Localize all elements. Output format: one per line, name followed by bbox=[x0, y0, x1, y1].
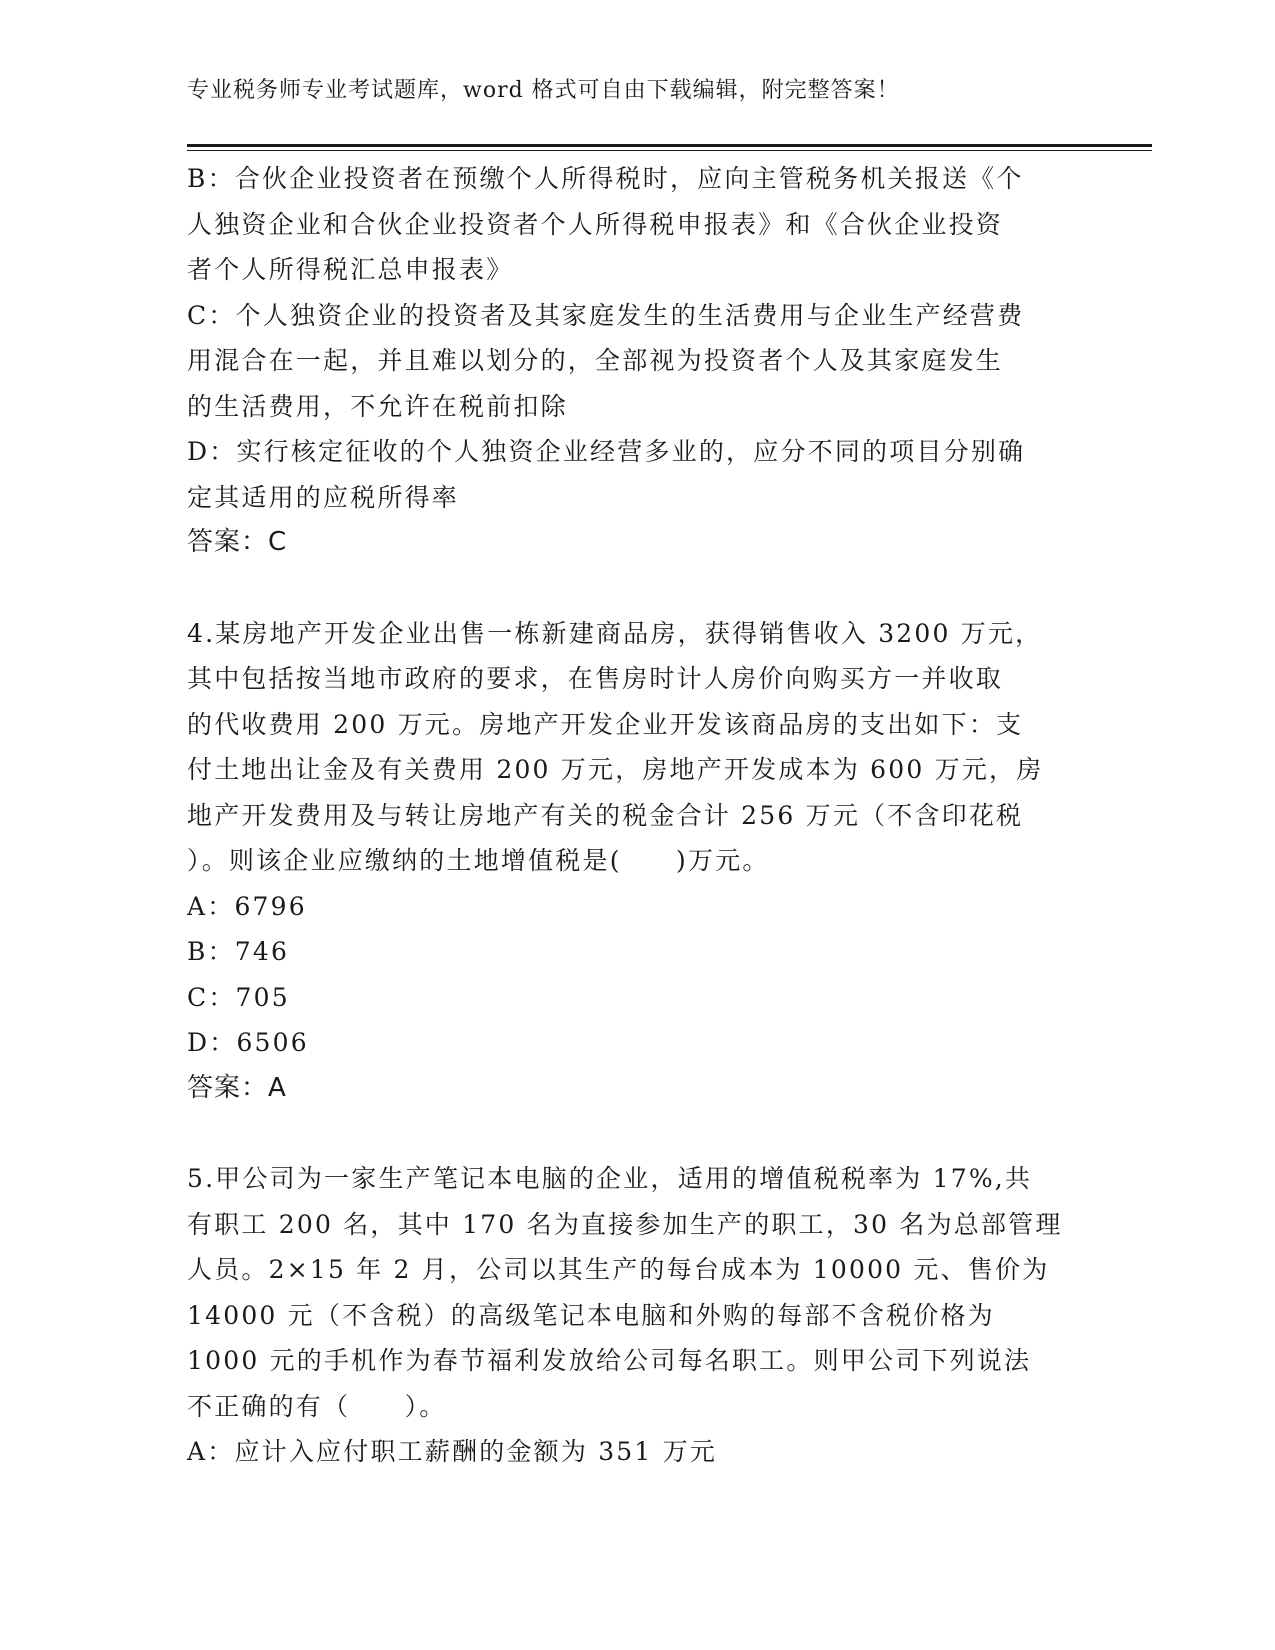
question-4-option-c: C：705 bbox=[187, 982, 290, 1012]
question-4-answer: 答案：A bbox=[187, 1072, 287, 1103]
question-4-stem-line: 4.某房地产开发企业出售一栋新建商品房，获得销售收入 3200 万元， bbox=[187, 618, 1043, 648]
question-5-stem-line: 不正确的有（ ）。 bbox=[187, 1391, 447, 1421]
option-b-line: 者个人所得税汇总申报表》 bbox=[187, 255, 514, 284]
question-3-answer: 答案：C bbox=[187, 527, 288, 557]
spacer bbox=[187, 566, 1067, 611]
question-5 bbox=[187, 1156, 1067, 1475]
option-b-line: 人独资企业和合伙企业投资者个人所得税申报表》和《合伙企业投资 bbox=[187, 209, 1004, 239]
question-4-stem-line: ）。则该企业应缴纳的土地增值税是( )万元。 bbox=[187, 846, 770, 875]
question-4-stem-line: 付土地出让金及有关费用 200 万元，房地产开发成本为 600 万元，房 bbox=[187, 755, 1044, 784]
question-5-option-a: A：应计入应付职工薪酬的金额为 351 万元 bbox=[187, 1437, 718, 1466]
option-d-line: D：实行核定征收的个人独资企业经营多业的，应分不同的项目分别确 bbox=[187, 437, 1026, 466]
question-4-option-a: A：6796 bbox=[187, 891, 307, 921]
question-3-continued bbox=[187, 156, 1067, 566]
question-5-stem-line: 14000 元（不含税）的高级笔记本电脑和外购的每部不含税价格为 bbox=[187, 1300, 995, 1330]
option-c-line: 的生活费用，不允许在税前扣除 bbox=[187, 391, 568, 421]
header-rule-thick bbox=[187, 144, 1152, 147]
header-rule-thin bbox=[187, 150, 1152, 151]
question-5-stem-line: 有职工 200 名，其中 170 名为直接参加生产的职工，30 名为总部管理 bbox=[187, 1209, 1063, 1239]
spacer bbox=[187, 1111, 1067, 1156]
option-c-line: 用混合在一起，并且难以划分的，全部视为投资者个人及其家庭发生 bbox=[187, 346, 1004, 375]
question-4 bbox=[187, 611, 1067, 1112]
page-header: 专业税务师专业考试题库，word 格式可自由下载编辑，附完整答案！ bbox=[187, 78, 900, 103]
option-b-line: B：合伙企业投资者在预缴个人所得税时，应向主管税务机关报送《个 bbox=[187, 164, 1024, 193]
question-5-stem-line: 1000 元的手机作为春节福利发放给公司每名职工。则甲公司下列说法 bbox=[187, 1346, 1032, 1375]
question-4-stem-line: 的代收费用 200 万元。房地产开发企业开发该商品房的支出如下：支 bbox=[187, 709, 1024, 739]
document-body bbox=[187, 156, 1067, 1475]
question-4-option-b: B：746 bbox=[187, 937, 290, 966]
question-5-stem-line: 人员。2×15 年 2 月，公司以其生产的每台成本为 10000 元、售价为 bbox=[187, 1255, 1050, 1284]
option-d-line: 定其适用的应税所得率 bbox=[187, 482, 460, 512]
question-5-stem-line: 5.甲公司为一家生产笔记本电脑的企业，适用的增值税税率为 17%,共 bbox=[187, 1164, 1033, 1193]
question-4-option-d: D：6506 bbox=[187, 1028, 309, 1057]
question-4-stem-line: 地产开发费用及与转让房地产有关的税金合计 256 万元（不含印花税 bbox=[187, 800, 1024, 830]
question-4-stem-line: 其中包括按当地市政府的要求，在售房时计人房价向购买方一并收取 bbox=[187, 664, 1004, 693]
option-c-line: C：个人独资企业的投资者及其家庭发生的生活费用与企业生产经营费 bbox=[187, 300, 1025, 330]
